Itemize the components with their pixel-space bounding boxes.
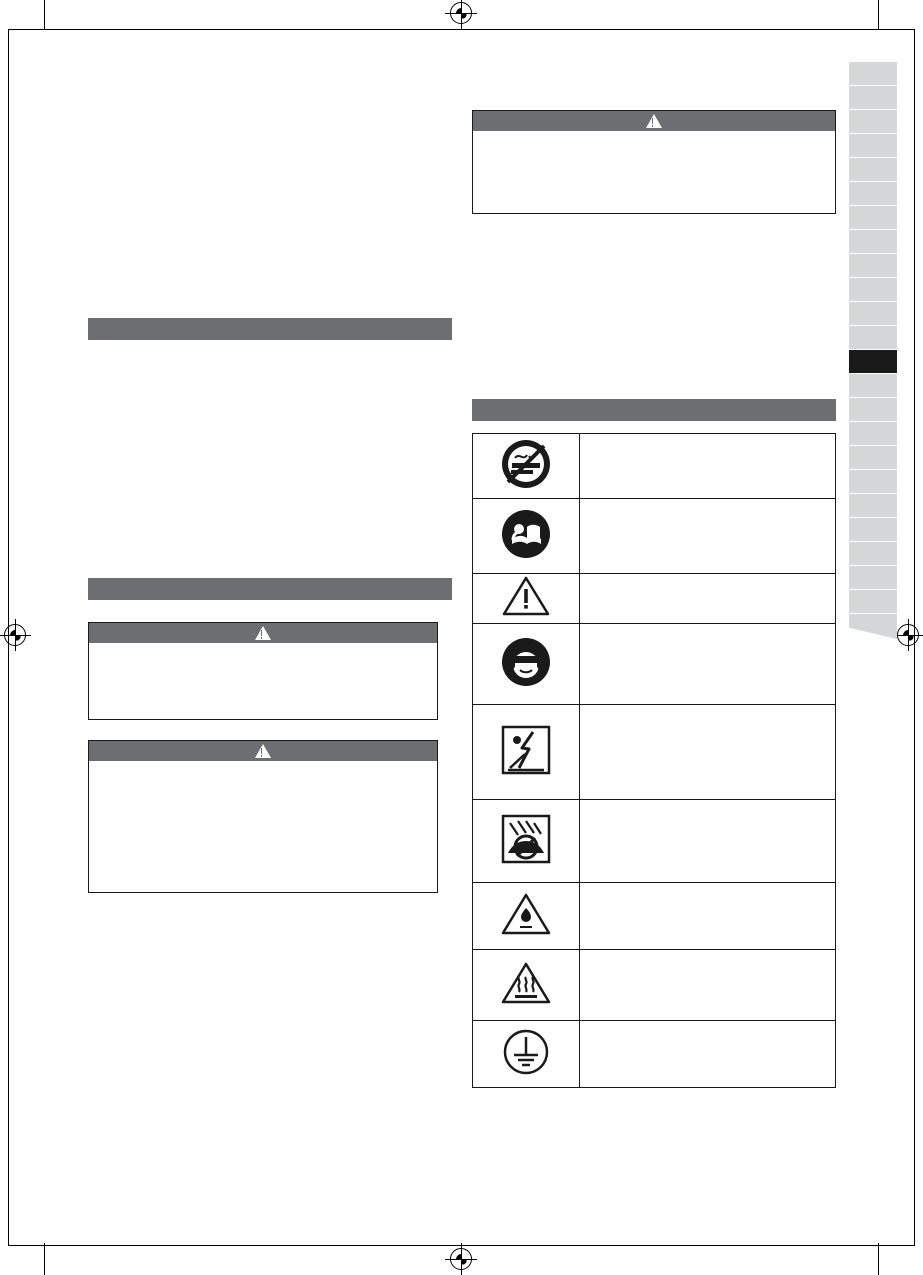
warning-triangle-icon xyxy=(255,626,271,640)
warning-box-3 xyxy=(472,110,836,214)
trim-line-bottom xyxy=(8,1245,915,1246)
read-manual-icon xyxy=(499,507,553,561)
symbol-cell xyxy=(473,950,580,1021)
chapter-tab[interactable] xyxy=(849,422,897,446)
table-row xyxy=(473,434,836,499)
table-row xyxy=(473,624,836,705)
chapter-tab[interactable] xyxy=(849,494,897,518)
symbol-description xyxy=(580,499,836,574)
symbols-section-heading-bar xyxy=(472,399,836,421)
symbol-cell xyxy=(473,624,580,705)
chapter-tab[interactable] xyxy=(849,278,897,302)
flammable-material-icon xyxy=(500,891,552,937)
chapter-tab[interactable] xyxy=(849,590,897,614)
table-row xyxy=(473,499,836,574)
symbol-cell xyxy=(473,574,580,624)
symbol-cell xyxy=(473,705,580,800)
warning-box-2 xyxy=(88,740,438,893)
symbol-cell xyxy=(473,883,580,950)
crop-mark-top-right-vertical xyxy=(878,0,879,30)
section-heading-bar-1 xyxy=(88,318,452,340)
table-row xyxy=(473,705,836,800)
registration-mark-top xyxy=(450,2,472,24)
warning-box-1-body xyxy=(89,643,437,719)
registration-mark-left xyxy=(4,624,26,646)
hot-surface-icon xyxy=(500,960,552,1006)
symbol-description xyxy=(580,950,836,1021)
chapter-tab[interactable] xyxy=(849,302,897,326)
chapter-tab[interactable] xyxy=(849,566,897,590)
chapter-tab[interactable] xyxy=(849,206,897,230)
symbol-description xyxy=(580,800,836,883)
warning-box-2-header xyxy=(89,741,437,761)
registration-mark-bottom xyxy=(450,1248,472,1270)
trim-line-top xyxy=(8,29,915,30)
chapter-tab[interactable] xyxy=(849,326,897,350)
warning-box-3-header xyxy=(473,111,835,131)
symbol-description xyxy=(580,705,836,800)
symbols-table xyxy=(472,433,836,1088)
chapter-tab-strip xyxy=(849,62,897,639)
electric-shock-hazard-icon xyxy=(500,724,552,776)
no-smoking-no-flame-icon xyxy=(499,437,553,491)
crop-mark-bottom-right-vertical xyxy=(878,1243,879,1275)
chapter-tab[interactable] xyxy=(849,398,897,422)
chapter-tab[interactable] xyxy=(849,254,897,278)
chapter-tab[interactable] xyxy=(849,518,897,542)
symbol-description xyxy=(580,434,836,499)
registration-mark-right xyxy=(897,624,919,646)
symbol-cell xyxy=(473,499,580,574)
chapter-tab[interactable] xyxy=(849,542,897,566)
symbol-description xyxy=(580,574,836,624)
crop-mark-bottom-left-vertical xyxy=(44,1243,45,1275)
symbol-cell xyxy=(473,800,580,883)
warning-box-1-header xyxy=(89,623,437,643)
symbol-description xyxy=(580,883,836,950)
warning-triangle-icon xyxy=(646,114,662,128)
chapter-tab[interactable] xyxy=(849,86,897,110)
general-warning-triangle-icon xyxy=(501,574,551,618)
chapter-tab[interactable] xyxy=(849,446,897,470)
chapter-tab[interactable] xyxy=(849,470,897,494)
chapter-tab-active[interactable] xyxy=(849,350,897,374)
symbol-description xyxy=(580,624,836,705)
no-rain-exposure-icon xyxy=(500,813,552,865)
symbol-description xyxy=(580,1021,836,1088)
section-heading-bar-2 xyxy=(88,578,452,600)
chapter-tab[interactable] xyxy=(849,158,897,182)
chapter-tab[interactable] xyxy=(849,374,897,398)
symbol-cell xyxy=(473,434,580,499)
warning-box-2-body xyxy=(89,761,437,892)
table-row xyxy=(473,800,836,883)
warning-box-1 xyxy=(88,622,438,720)
chapter-tab-strip-foot xyxy=(849,614,897,639)
wear-eye-and-ear-protection-icon xyxy=(499,635,553,689)
chapter-tab[interactable] xyxy=(849,182,897,206)
table-row xyxy=(473,950,836,1021)
table-row xyxy=(473,1021,836,1088)
table-row xyxy=(473,883,836,950)
protective-earth-ground-icon xyxy=(501,1027,551,1077)
chapter-tab[interactable] xyxy=(849,110,897,134)
chapter-tab[interactable] xyxy=(849,230,897,254)
symbol-cell xyxy=(473,1021,580,1088)
chapter-tab[interactable] xyxy=(849,134,897,158)
warning-triangle-icon xyxy=(255,744,271,758)
warning-box-3-body xyxy=(473,131,835,213)
crop-mark-top-left-vertical xyxy=(44,0,45,30)
table-row xyxy=(473,574,836,624)
chapter-tab[interactable] xyxy=(849,62,897,86)
